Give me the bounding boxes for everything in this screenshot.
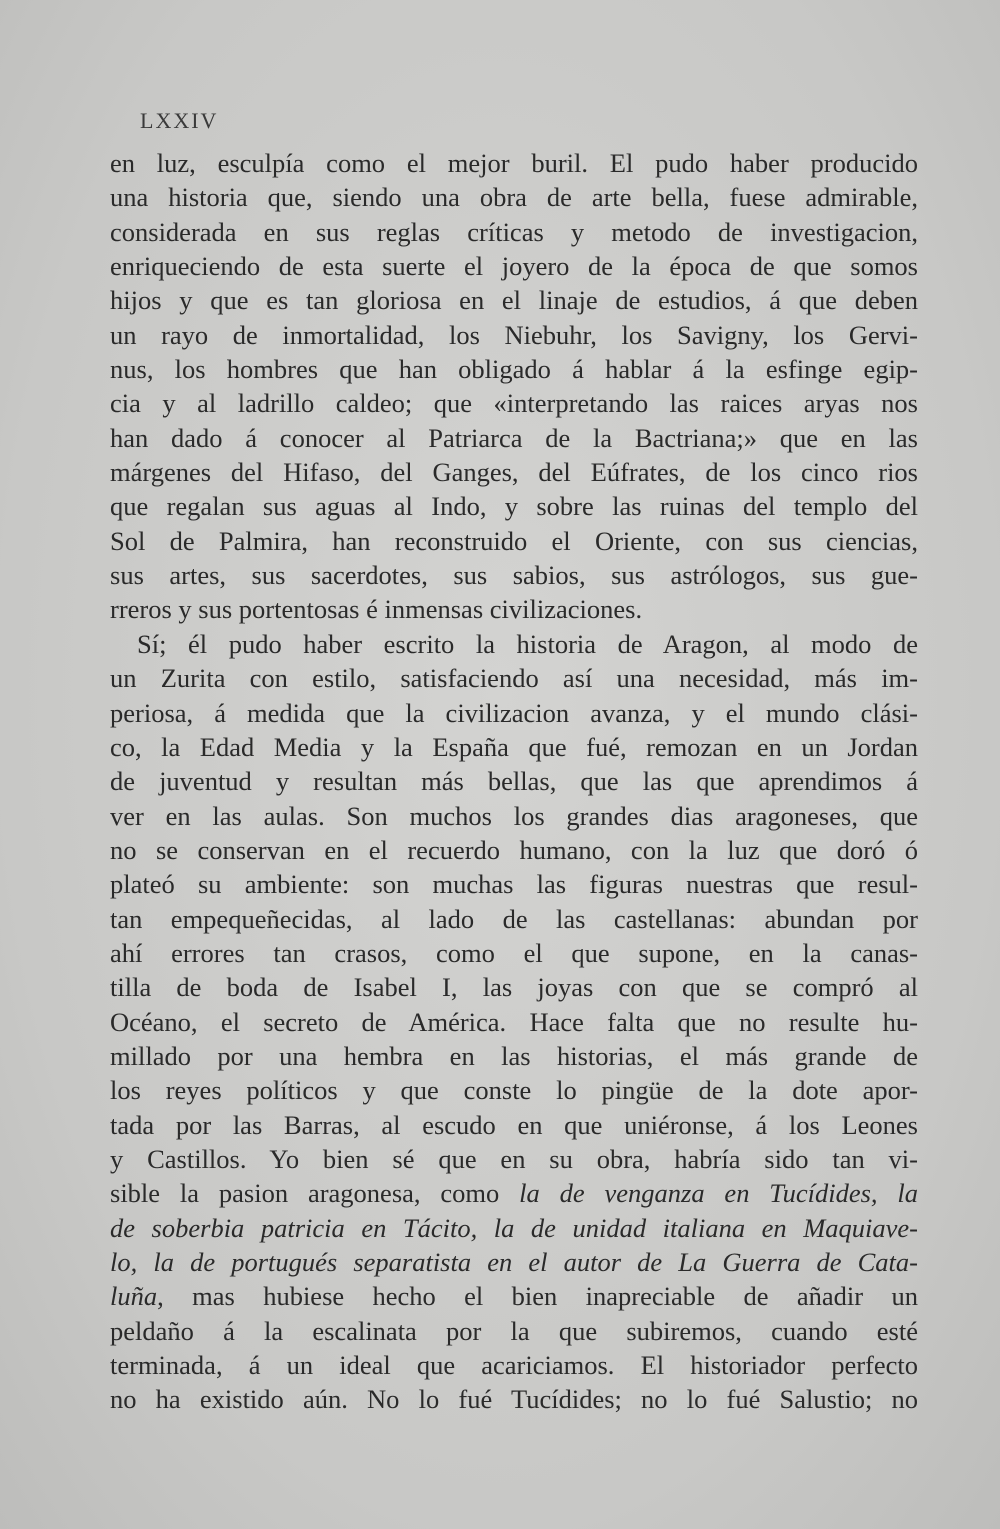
- text-line: un rayo de inmortalidad, los Niebuhr, los Savigny, los Gervi-: [110, 319, 918, 350]
- text-normal: sible la pasion aragonesa, como: [110, 1178, 520, 1209]
- text-line-paragraph-start: Sí; él pudo haber escrito la historia de Aragon, al modo de: [137, 628, 918, 659]
- text-line: cia y al ladrillo caldeo; que «interpretando las raices aryas nos: [110, 388, 918, 419]
- text-line-paragraph-end: rreros y sus portentosas é inmensas civilizaciones.: [110, 594, 643, 625]
- text-line: periosa, á medida que la civilizacion avanza, y el mundo clási-: [110, 697, 918, 728]
- text-line: hijos y que es tan gloriosa en el linaje de estudios, á que deben: [110, 285, 918, 316]
- text-italic: lo, la de portugués separatista en el autor de La Guerra de Cata-: [110, 1247, 918, 1277]
- text-line: plateó su ambiente: son muchas las figuras nuestras que resul-: [110, 869, 918, 900]
- text-line-mixed: [110, 1279, 918, 1313]
- text-line: un Zurita con estilo, satisfaciendo así una necesidad, más im-: [110, 663, 918, 694]
- text-line: una historia que, siendo una obra de arte bella, fuese admirable,: [110, 182, 918, 213]
- text-line: tan empequeñecidas, al lado de las castellanas: abundan por: [110, 903, 918, 934]
- text-line: Océano, el secreto de América. Hace falta que no resulte hu-: [110, 1006, 918, 1037]
- text-line: que regalan sus aguas al Indo, y sobre las ruinas del templo del: [110, 491, 918, 522]
- text-line: ahí errores tan crasos, como el que supone, en la canas-: [110, 937, 918, 968]
- text-line: en luz, esculpía como el mejor buril. El pudo haber producido: [110, 148, 918, 178]
- text-line: Sol de Palmira, han reconstruido el Oriente, con sus ciencias,: [110, 525, 918, 556]
- text-line: nus, los hombres que han obligado á hablar á la esfinge egip-: [110, 354, 918, 385]
- page-folio: LXXIV: [140, 108, 219, 133]
- text-line: considerada en sus reglas críticas y metodo de investigacion,: [110, 216, 918, 247]
- text-line: terminada, á un ideal que acariciamos. El historiador perfecto: [110, 1350, 918, 1381]
- text-line: márgenes del Hifaso, del Ganges, del Eúfrates, de los cinco rios: [110, 457, 918, 488]
- text-italic: la de venganza en Tucídides, la: [519, 1178, 918, 1209]
- text-line-mixed: [110, 1176, 918, 1210]
- text-line: sus artes, sus sacerdotes, sus sabios, sus astrólogos, sus gue-: [110, 560, 918, 591]
- text-line: tada por las Barras, al escudo en que uniéronse, á los Leones: [110, 1109, 918, 1140]
- text-line: los reyes políticos y que conste lo pingüe de la dote apor-: [110, 1075, 918, 1106]
- text-line: han dado á conocer al Patriarca de la Bactriana;» que en las: [110, 422, 918, 453]
- text-line: de juventud y resultan más bellas, que las que aprendimos á: [110, 766, 918, 797]
- text-line: co, la Edad Media y la España que fué, remozan en un Jordan: [110, 731, 918, 762]
- text-normal: , mas hubiese hecho el bien inapreciable de añadir un: [157, 1281, 918, 1312]
- text-line-italic: [110, 1245, 918, 1279]
- body-text: [110, 146, 918, 1417]
- text-line: no se conservan en el recuerdo humano, con la luz que doró ó: [110, 834, 918, 865]
- text-line: tilla de boda de Isabel I, las joyas con que se compró al: [110, 972, 918, 1003]
- text-line: peldaño á la escalinata por la que subiremos, cuando esté: [110, 1315, 918, 1346]
- text-line: enriqueciendo de esta suerte el joyero de la época de que somos: [110, 251, 918, 282]
- text-line: y Castillos. Yo bien sé que en su obra, habría sido tan vi-: [110, 1143, 918, 1174]
- text-italic: luña: [110, 1281, 158, 1312]
- text-line: millado por una hembra en las historias, el más grande de: [110, 1040, 918, 1071]
- text-line: no ha existido aún. No lo fué Tucídides; no lo fué Salustio; no: [110, 1384, 918, 1415]
- text-line-italic: [110, 1211, 918, 1245]
- text-line: ver en las aulas. Son muchos los grandes dias aragoneses, que: [110, 800, 918, 831]
- text-italic: de soberbia patricia en Tácito, la de unidad italiana en Maquiave-: [110, 1212, 918, 1243]
